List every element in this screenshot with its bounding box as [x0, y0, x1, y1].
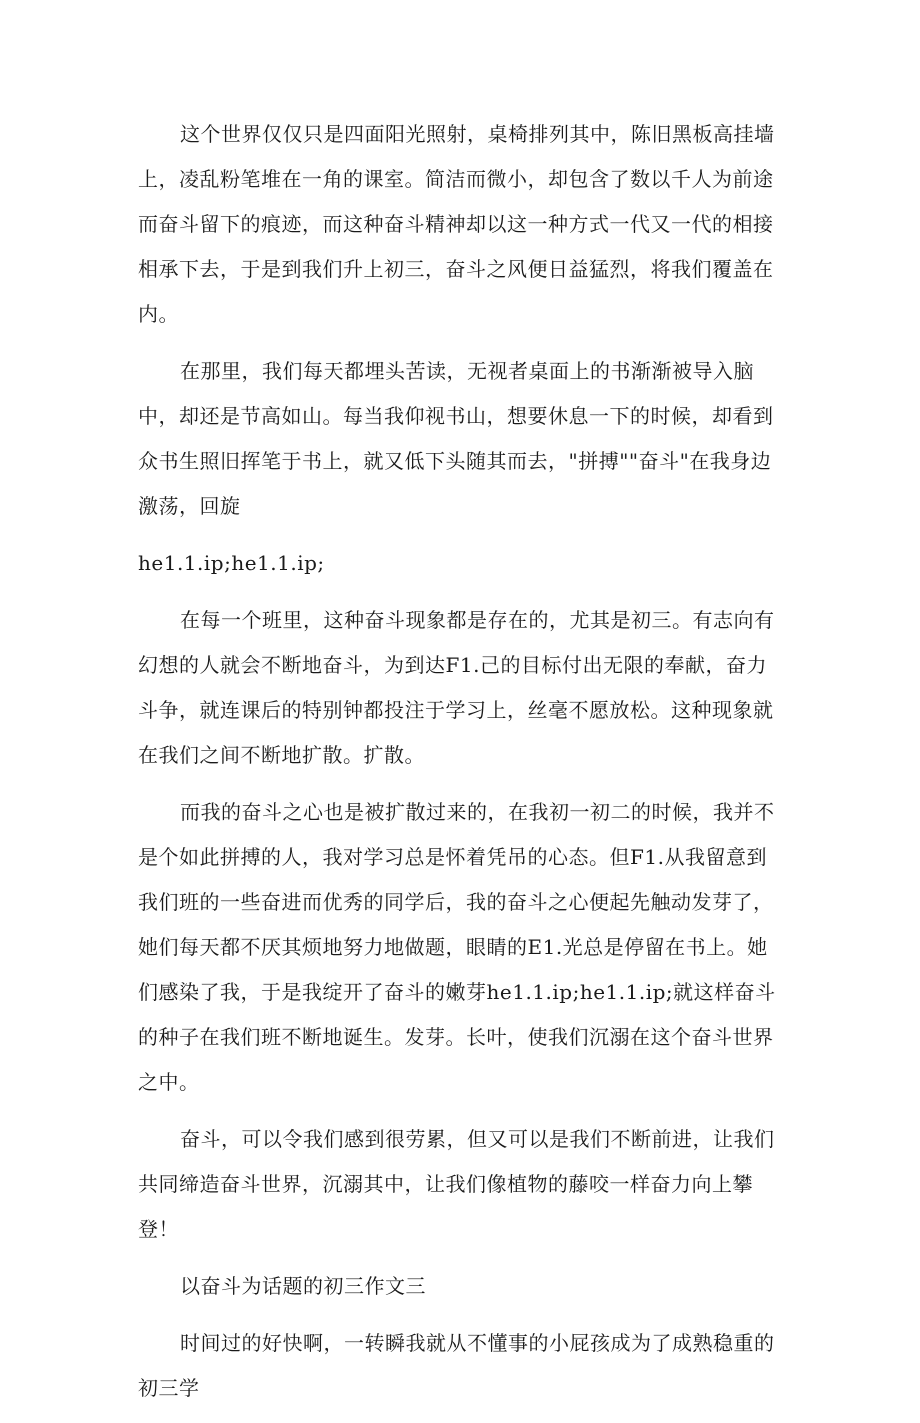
paragraph-study: 在那里，我们每天都埋头苦读，无视者桌面上的书渐渐被导入脑中，却还是节高如山。每当我仰视书山，想要休息一下的时候，却看到众书生照旧挥笔于书上，就又低下头随其而去，"拼搏""奋斗"在我身边激荡，回旋 — [138, 359, 774, 518]
paragraph-conclusion: 奋斗，可以令我们感到很劳累，但又可以是我们不断前进，让我们共同缔造奋斗世界，沉溺其中，让我们像植物的藤咬一样奋力向上攀登！ — [138, 1127, 775, 1241]
document-body — [138, 112, 782, 1423]
paragraph-class-phenomenon: 在每一个班里，这种奋斗现象都是存在的，尤其是初三。有志向有幻想的人就会不断地奋斗，为到达F1.己的目标付出无限的奉献，奋力斗争，就连课后的特别钟都投注于学习上，丝毫不愿放松。这种现象就在我们之间不断地扩散。扩散。 — [138, 608, 775, 767]
paragraph-spread: 而我的奋斗之心也是被扩散过来的，在我初一初二的时候，我并不是个如此拼搏的人，我对学习总是怀着凭吊的心态。但F1.从我留意到我们班的一些奋进而优秀的同学后，我的奋斗之心便起先触动发芽了，她们每天都不厌其烦地努力地做题，眼睛的E1.光总是停留在书上。她们感染了我，于是我绽开了奋斗的嫩芽he1.1.ip;he1.1.ip;就这样奋斗的种子在我们班不断地诞生。发芽。长叶，使我们沉溺在这个奋斗世界之中。 — [138, 800, 776, 1094]
paragraph-time: 时间过的好快啊，一转瞬我就从不懂事的小屁孩成为了成熟稳重的初三学 — [138, 1331, 775, 1400]
paragraph-ellipsis: he1.1.ip;he1.1.ip; — [138, 551, 325, 575]
section-title: 以奋斗为话题的初三作文三 — [180, 1274, 426, 1298]
paragraph-classroom: 这个世界仅仅只是四面阳光照射，桌椅排列其中，陈旧黑板高挂墙上，凌乱粉笔堆在一角的课室。简洁而微小，却包含了数以千人为前途而奋斗留下的痕迹，而这种奋斗精神却以这一种方式一代又一代的相接相承下去，于是到我们升上初三，奋斗之风便日益猛烈，将我们覆盖在内。 — [138, 122, 775, 326]
